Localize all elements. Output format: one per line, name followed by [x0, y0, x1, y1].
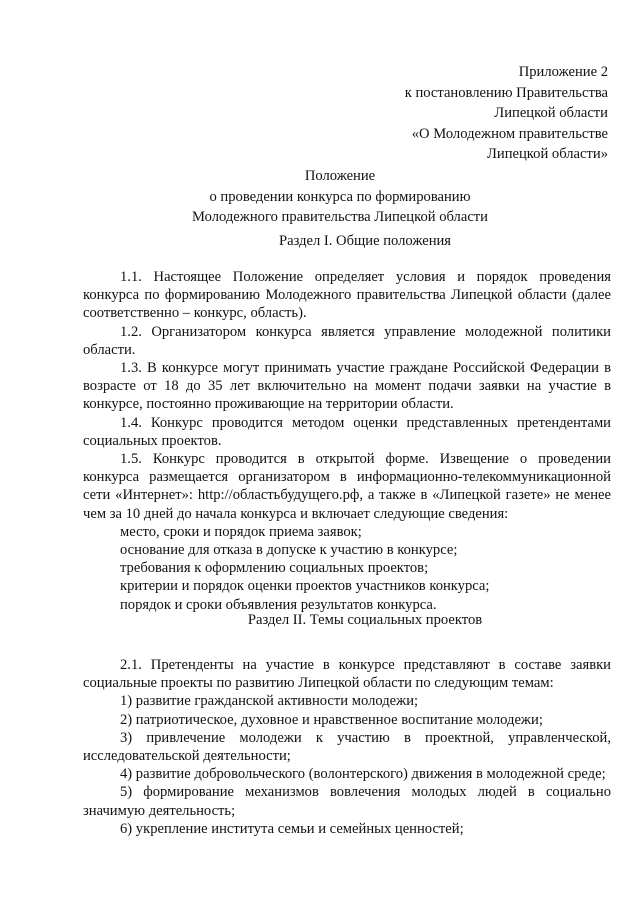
appendix-line: «О Молодежном правительстве	[411, 125, 608, 142]
title-line: о проведении конкурса по формированию	[209, 188, 471, 205]
appendix-line: к постановлению Правительства	[404, 84, 608, 101]
list-item: 3) привлечение молодежи к участию в проектной, управленческой, исследовательской деятельности;	[83, 729, 611, 765]
section-2-body	[83, 656, 611, 838]
paragraph: 1.4. Конкурс проводится методом оценки представленных претендентами социальных проектов.	[83, 414, 611, 449]
title-line: Положение	[304, 168, 376, 184]
paragraph: 1.2. Организатором конкурса является управление молодежной политики области.	[83, 323, 611, 358]
appendix-line: Липецкой области»	[487, 146, 608, 162]
list-item: основание для отказа в допуске к участию в конкурсе;	[120, 542, 458, 559]
list-item: 1) развитие гражданской активности молодежи;	[120, 693, 419, 710]
paragraph: 1.3. В конкурсе могут принимать участие граждане Российской Федерации в возрасте от 18 до 35 лет включительно на момент подачи заявки на участие в конкурсе, постоянно проживающие на территории области.	[83, 360, 611, 413]
list-item: 2) патриотическое, духовное и нравственное воспитание молодежи;	[120, 711, 543, 728]
paragraph: 2.1. Претенденты на участие в конкурсе представляют в составе заявки социальные проекты по развитию Липецкой области по следующим темам:	[83, 657, 611, 692]
appendix-header	[405, 62, 608, 165]
list-item: требования к оформлению социальных проектов;	[120, 560, 429, 577]
section-2-heading: Раздел II. Темы социальных проектов	[247, 612, 483, 628]
title-line: Молодежного правительства Липецкой области	[192, 209, 488, 225]
list-item: порядок и сроки объявления результатов конкурса.	[120, 596, 437, 613]
list-item: критерии и порядок оценки проектов участников конкурса;	[120, 578, 490, 595]
document-title	[0, 166, 640, 228]
section-1-heading: Раздел I. Общие положения	[278, 233, 452, 249]
appendix-line: Липецкой области	[494, 105, 608, 121]
list-item: место, сроки и порядок приема заявок;	[120, 523, 362, 540]
section-1-body	[83, 268, 611, 614]
list-item: 6) укрепление института семьи и семейных ценностей;	[120, 820, 464, 837]
paragraph: 1.5. Конкурс проводится в открытой форме. Извещение о проведении конкурса размещается организатором в информационно-телекоммуникационной сети «Интернет»: http://областьбудущего.рф, а также в «Липецкой газете» не менее чем за 10 дней до начала конкурса и включает следующие сведения:	[83, 451, 611, 522]
appendix-line: Приложение 2	[518, 64, 608, 80]
paragraph: 1.1. Настоящее Положение определяет условия и порядок проведения конкурса по формированию Молодежного правительства Липецкой области (далее соответственно – конкурс, область).	[83, 269, 611, 322]
list-item: 4) развитие добровольческого (волонтерского) движения в молодежной среде;	[120, 766, 606, 783]
list-item: 5) формирование механизмов вовлечения молодых людей в социально значимую деятельность;	[83, 784, 611, 819]
